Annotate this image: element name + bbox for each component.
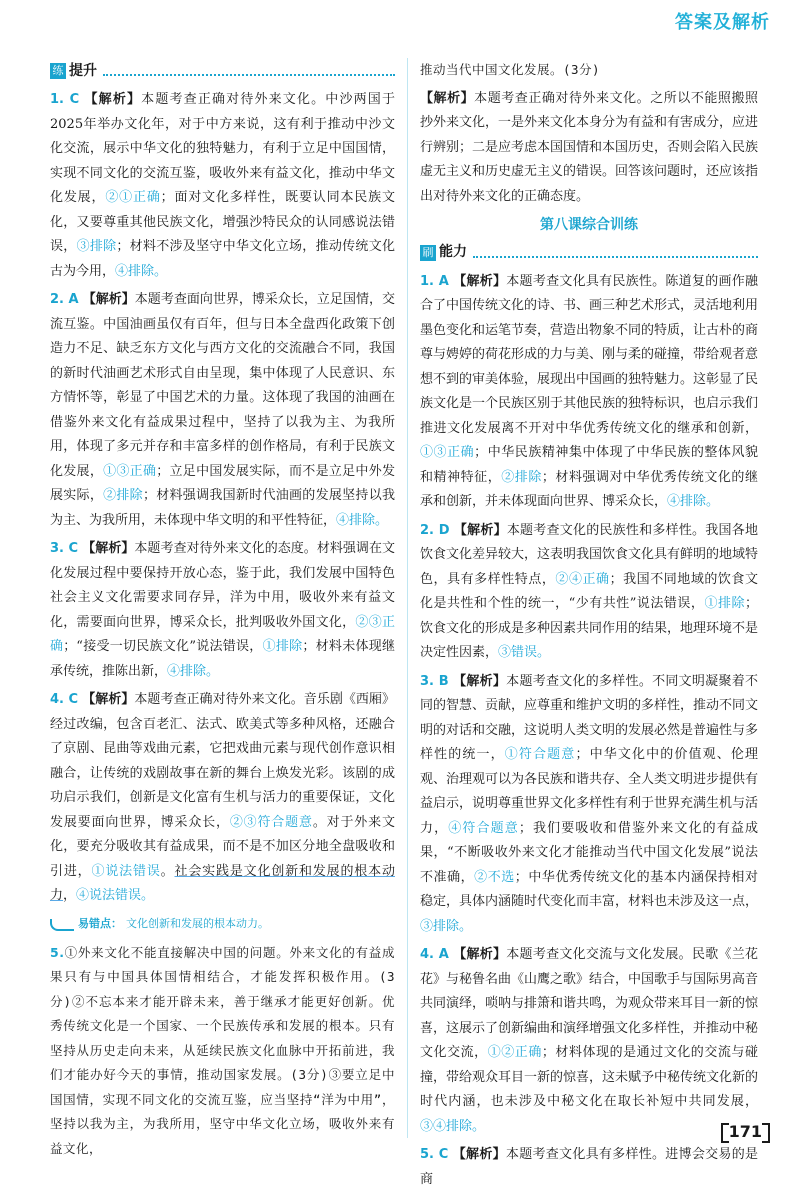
- answer-text: ；材料强调我国新时代油画的发展坚持以我为主、为我所用，未体现中华文明的和平性特征，: [50, 488, 395, 528]
- answer-text: ；“接受一切民族文化”说法错误，: [63, 639, 263, 654]
- error-tip: [50, 913, 395, 937]
- answer-item: [420, 1143, 758, 1192]
- answer-text: ；材料强调对中华优秀传统文化的继承和创新，并未体现面向世界、博采众长，: [420, 469, 758, 509]
- answer-text: 本题考查文化的多样性。不同文明凝聚着不同的智慧、贡献，应尊重和维护文明的多样性，推动不同文明的对话和交融，这说明人类文明的发展必然是普遍性与多样性的统一，: [420, 673, 759, 762]
- answer-item-5: [50, 941, 395, 1162]
- answer-number: 1. C: [50, 92, 80, 107]
- column-divider: [407, 58, 408, 1138]
- page-header: [0, 0, 800, 40]
- answer-number: 2. D: [420, 522, 450, 538]
- answer-text: ；中华民族精神集中体现了中华民族的整体风貌和精神特征，: [420, 445, 758, 485]
- option-judgment: ①排除: [704, 596, 745, 611]
- answer-item: [420, 943, 758, 1139]
- left-answer-list: [50, 88, 395, 909]
- option-judgment: ③④排除。: [420, 1118, 486, 1134]
- left-column: [50, 58, 395, 1165]
- analysis-tag: 【解析】: [452, 1147, 506, 1162]
- option-judgment: ②排除: [501, 469, 542, 485]
- underlined-phrase: 社会实践是文化创新和发展的根本动力: [50, 863, 395, 903]
- answer-text: 本题考查文化的民族性和多样性。我国各地饮食文化差异较大，这表明我国饮食文化具有鲜明的地域特色，具有多样性特点，: [420, 522, 759, 587]
- analysis-tag: 【解析】: [82, 292, 135, 307]
- answer-text: 本题考查文化具有民族性。陈道复的画作融合了中国传统文化的诗、书、画三种艺术形式，灵活地利用墨色变化和运笔节奏，营造出物象不同的特质，让古朴的商尊与娉婷的荷花形成的力与美、刚与柔的碰撞，带给观者意想不到的审美体验，展现出中国画的独特魅力。这彰显了民族文化是一个民族区别于其他民族的独特标识，也启示我们推进文化发展离不开对中华优秀传统文化的继承和创新，: [420, 273, 759, 436]
- section-label: 能力: [439, 244, 467, 261]
- analysis-tag: 【解析】: [453, 673, 507, 689]
- answer-text: ；中华优秀传统文化的基本内涵保持相对稳定，具体内涵随时代变化而丰富，材料也未涉及这一点，: [420, 869, 759, 909]
- tip-text: 文化创新和发展的根本动力。: [126, 917, 269, 931]
- dotted-rule: [473, 248, 758, 258]
- answer-text: ；材料不涉及坚守中华文化立场，推动传统文化古为今用，: [50, 239, 395, 279]
- section-label: 提升: [69, 62, 97, 79]
- answer-number: 5.: [50, 944, 65, 960]
- right-column: [420, 58, 758, 1196]
- answer-item: [420, 270, 758, 515]
- option-judgment: ④排除。: [667, 494, 720, 509]
- tip-arrow-icon: [50, 919, 74, 931]
- section-heading-nengli: [420, 242, 758, 264]
- answer-text: 本题考查对待外来文化的态度。材料强调在文化发展过程中要保持开放心态，鉴于此，我们发展中国特色社会主义文化需要求同存异，洋为中用，吸收外来有益文化，需要面向世界，博采众长，批判吸收外国文化，: [50, 541, 395, 630]
- answer-text: 本题考查正确对待外来文化。中沙两国于2025年举办文化年，对于中方来说，这有利于推动中沙文化交流，展示中华文化的独特魅力，有利于立足中国国情，实现不同文化的交流互鉴，吸收外来有益文化，推动中华文化发展，: [50, 92, 395, 205]
- option-judgment: ④排除。: [336, 512, 389, 528]
- analysis-tag: 【解析】: [82, 541, 135, 556]
- page-bracket-left-icon: [721, 1123, 729, 1143]
- answer-number: 2. A: [50, 292, 79, 307]
- answer-number: 4. A: [420, 947, 449, 962]
- option-judgment: ②③正确: [50, 614, 395, 654]
- option-judgment: ①排除: [262, 639, 303, 654]
- section-mark: 刷: [420, 245, 436, 261]
- page-bracket-right-icon: [762, 1123, 770, 1143]
- option-judgment: ①符合题意: [504, 747, 576, 762]
- option-judgment: ③错误。: [498, 645, 551, 660]
- option-judgment: ②①正确: [105, 190, 161, 205]
- answer-item: [50, 88, 395, 284]
- answer-text: 本题考查文化交流与文化发展。民歌《兰花花》与秘鲁名曲《山鹰之歌》结合，中国歌手与国际男高音共同演绎，唢呐与排箫和谐共鸣，为观众带来耳目一新的惊喜，这展示了创新编曲和演绎增强文化多样性，并推动中秘文化交流，: [420, 947, 759, 1060]
- answer-text: ；饮食文化的形成是多种因素共同作用的结果，地理环境不是决定性因素，: [420, 596, 759, 660]
- answer-number: 3. B: [420, 673, 449, 689]
- answer-item: [420, 519, 758, 666]
- option-judgment: ④排除。: [167, 663, 220, 679]
- answer-text: ；立足中国发展实际，而不是立足中外发展实际，: [50, 463, 395, 503]
- option-judgment: ①说法错误: [91, 863, 161, 879]
- analysis-text: 本题考查正确对待外来文化。之所以不能照搬照抄外来文化，一是外来文化本身分为有益和有害成分，应进行辨别；二是应考虑本国国情和本国历史，否则会陷入民族虚无主义和历史虚无主义的错误。回答该问题时，还应该指出对待外来文化的正确态度。: [420, 90, 759, 204]
- tip-badge: 易错点：: [78, 917, 122, 931]
- section-heading-tisheng: [50, 60, 395, 82]
- answer-text: ，: [63, 888, 77, 903]
- analysis-tag: 【解析】: [453, 522, 507, 538]
- answer-text: 本题考查正确对待外来文化。音乐剧《西厢》经过改编，包含百老汇、法式、欧美式等多种风格，还融合了京剧、昆曲等戏曲元素，它把戏曲元素与现代创作意识相融合，让传统的戏剧故事在新的舞台上焕发光彩。该剧的成功启示我们，创新是文化富有生机与活力的重要保证，文化发展要面向世界，博采众长，: [50, 692, 395, 830]
- answer-text: ；面对文化多样性，既要认同本民族文化，又要尊重其他民族文化，增强沙特民众的认同感说法错误，: [50, 190, 395, 254]
- lesson-title: 第八课综合训练: [540, 217, 638, 233]
- answer-item-5-analysis: [420, 87, 758, 210]
- answer-item: [50, 288, 395, 533]
- answer-number: 5. C: [420, 1147, 449, 1162]
- option-judgment: ④说法错误。: [76, 888, 155, 903]
- option-judgment: ③排除。: [420, 918, 473, 934]
- answer-text: ；我们要吸收和借鉴外来文化的有益成果，“不断吸收外来文化才能推动当代中国文化发展”说法不准确，: [420, 820, 758, 885]
- answer-item-5-continued: 推动当代中国文化发展。(3分): [420, 62, 601, 77]
- answer-text: 。对于外来文化，要充分吸收其有益成果，而不是不加区分地全盘吸收和引进，: [50, 814, 395, 879]
- answer-text: ；我国不同地域的饮食文化是共性和个性的统一，“少有共性”说法错误，: [420, 571, 758, 611]
- option-judgment: ③排除: [76, 239, 117, 254]
- answer-text: ①外来文化不能直接解决中国的问题。外来文化的有益成果只有与中国具体国情相结合，才能发挥积极作用。(3分)②不忘本来才能开辟未来，善于继承才能更好创新。优秀传统文化是一个国家、一个民族传承和发展的根本。只有坚持从历史走向未来，从延续民族文化血脉中开拓前进，我们才能办好今天的事情，推动国家发展。(3分)③要立足中国国情，实现不同文化的交流互鉴，应当坚持“洋为中用”，坚持以我为主，为我所用，坚守中华文化立场，吸收外来有益文化，: [50, 944, 395, 1156]
- analysis-tag: 【解析】: [420, 90, 475, 106]
- option-judgment: ②排除: [103, 488, 143, 503]
- answer-text: 本题考查面向世界，博采众长，立足国情，交流互鉴。中国油画虽仅有百年，但与日本全盘西化政策下创造力不足、缺乏东方文化与西方文化的交流融合不同，我国的新时代油画艺术形式自由呈现，集中体现了人民意识、东方情怀等，彰显了中国艺术的力量。这体现了我国的油画在借鉴外来文化有益成果过程中，坚持了以我为主、为我所用，体现了多元并存和丰富多样的创作格局，有利于民族文化发展，: [50, 292, 395, 479]
- analysis-tag: 【解析】: [453, 273, 507, 289]
- option-judgment: ①③正确: [420, 445, 475, 460]
- header-title: 答案及解析: [675, 12, 770, 33]
- answer-item: [50, 537, 395, 684]
- answer-item: [420, 670, 758, 940]
- page-number: [721, 1122, 770, 1143]
- answer-text: 本题考查文化具有多样性。进博会交易的是商: [420, 1147, 758, 1187]
- analysis-tag: 【解析】: [453, 947, 507, 962]
- answer-text: ；材料体现的是通过文化的交流与碰撞，带给观众耳目一新的惊喜，这未赋予中秘传统文化新的时代内涵，也未涉及中秘文化在取长补短中共同发展，: [420, 1045, 759, 1109]
- analysis-tag: 【解析】: [82, 692, 135, 707]
- dotted-rule: [103, 66, 395, 76]
- answer-number: 4. C: [50, 692, 79, 707]
- option-judgment: ①③正确: [103, 463, 157, 479]
- right-answer-list: [420, 270, 758, 1193]
- option-judgment: ①②正确: [487, 1045, 542, 1060]
- option-judgment: ②③符合题意: [229, 814, 313, 830]
- page-number-text: 171: [728, 1122, 762, 1141]
- answer-number: 3. C: [50, 541, 79, 556]
- section-mark: 练: [50, 63, 66, 79]
- analysis-tag: 【解析】: [84, 92, 142, 107]
- answer-text: 。: [160, 863, 175, 879]
- option-judgment: ④排除。: [115, 263, 168, 279]
- option-judgment: ④符合题意: [448, 820, 519, 836]
- option-judgment: ②不选: [474, 869, 515, 885]
- answer-item: [50, 688, 395, 909]
- answer-text: ；中华文化中的价值观、伦理观、治理观可以为各民族和谐共存、全人类文明进步提供有益启示，说明尊重世界文化多样性有利于世界充满生机与活力，: [420, 747, 759, 836]
- option-judgment: ②④正确: [555, 571, 610, 587]
- answer-number: 1. A: [420, 273, 449, 289]
- answer-text: ；材料未体现继承传统，推陈出新，: [50, 639, 395, 679]
